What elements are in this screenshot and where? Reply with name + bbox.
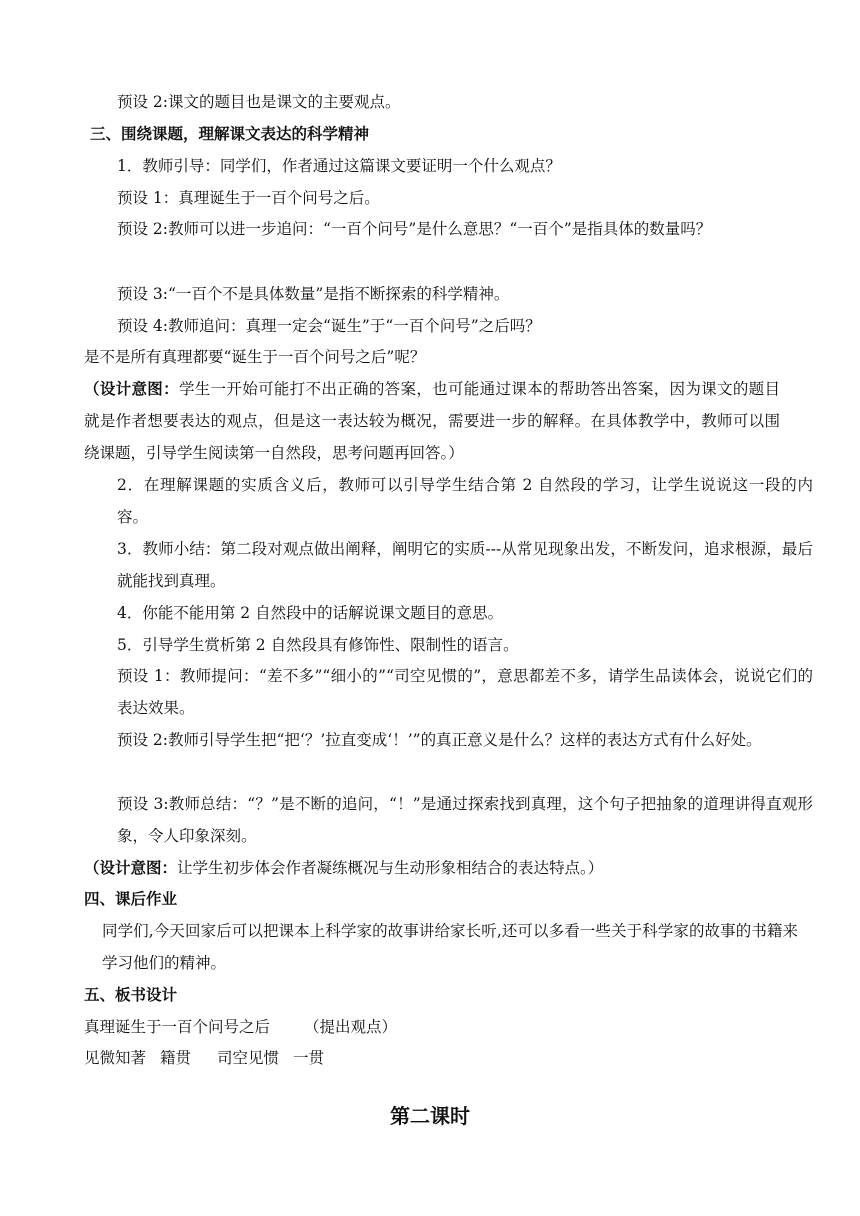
paragraph: 5．引导学生赏析第 2 自然段具有修饰性、限制性的语言。 [117,636,519,654]
paragraph: 2．在理解课题的实质含义后，教师可以引导学生结合第 2 自然段的学习，让学生说说这一段的内容。 [117,476,813,526]
design-intent-label: （设计意图： [84,858,178,877]
paragraph: 预设 2:教师引导学生把“把‘？’拉直变成‘！’”的真正意义是什么？这样的表达方式有什么好处。 [117,731,762,749]
design-intent-paragraph [84,373,780,469]
paragraph: 预设 4:教师追问：真理一定会“诞生”于“一百个问号”之后吗？ [117,317,541,335]
board-design-line [84,1042,780,1074]
section-heading: 三、围绕课题，理解课文表达的科学精神 [90,124,370,143]
paragraph: 是不是所有真理都要“诞生于一百个问号之后”呢？ [84,348,426,366]
paragraph: 4．你能不能用第 2 自然段中的话解说课文题目的意思。 [117,604,504,622]
lesson-title: 第二课时 [390,1104,470,1128]
paragraph: 预设 1：教师提问：“差不多”“细小的”“司空见惯的”，意思都差不多，请学生品读体会，说说它们的表达效果。 [117,667,813,717]
board-word: 籍贯 [160,1049,192,1067]
board-word: 一贯 [293,1049,325,1067]
section-heading: 四、课后作业 [84,889,178,908]
paragraph: 预设 2:课文的题目也是课文的主要观点。 [117,93,401,111]
design-intent-label: （设计意图： [84,379,179,398]
design-intent-text: 让学生初步体会作者凝练概况与生动形象相结合的表达特点。） [177,859,604,877]
board-word: 见微知著 [84,1049,147,1067]
design-intent-paragraph [84,852,780,884]
paragraph: 预设 3:“一百个不是具体数量”是指不断探索的科学精神。 [117,285,510,303]
paragraph: 预设 3:教师总结：“？”是不断的追问，“！”是通过探索找到真理，这个句子把抽象的道理讲得直观形象，令人印象深刻。 [117,795,813,845]
section-heading: 五、板书设计 [84,985,178,1004]
board-note: （提出观点） [304,1018,398,1036]
paragraph: 1．教师引导：同学们，作者通过这篇课文要证明一个什么观点？ [117,157,561,175]
design-intent-text: 学生一开始可能打不出正确的答案，也可能通过课本的帮助答出答案，因为课文的题目就是作者想要表达的观点，但是这一表达较为概况，需要进一步的解释。在具体教学中，教师可以围绕课题，引导学生阅读第一自然段，思考问题再回答。） [84,380,780,462]
board-word: 司空见惯 [217,1049,280,1067]
board-design-line [84,1011,780,1043]
paragraph: 预设 1：真理诞生于一百个问号之后。 [117,189,380,207]
board-text: 真理诞生于一百个问号之后 [84,1018,271,1036]
paragraph: 3．教师小结：第二段对观点做出阐释，阐明它的实质---从常见现象出发，不断发问，追求根源，最后就能找到真理。 [117,540,813,590]
paragraph: 同学们,今天回家后可以把课本上科学家的故事讲给家长听,还可以多看一些关于科学家的故事的书籍来学习他们的精神。 [102,922,798,972]
paragraph: 预设 2:教师可以进一步追问：“一百个问号”是什么意思？“一百个”是指具体的数量吗？ [117,220,712,238]
